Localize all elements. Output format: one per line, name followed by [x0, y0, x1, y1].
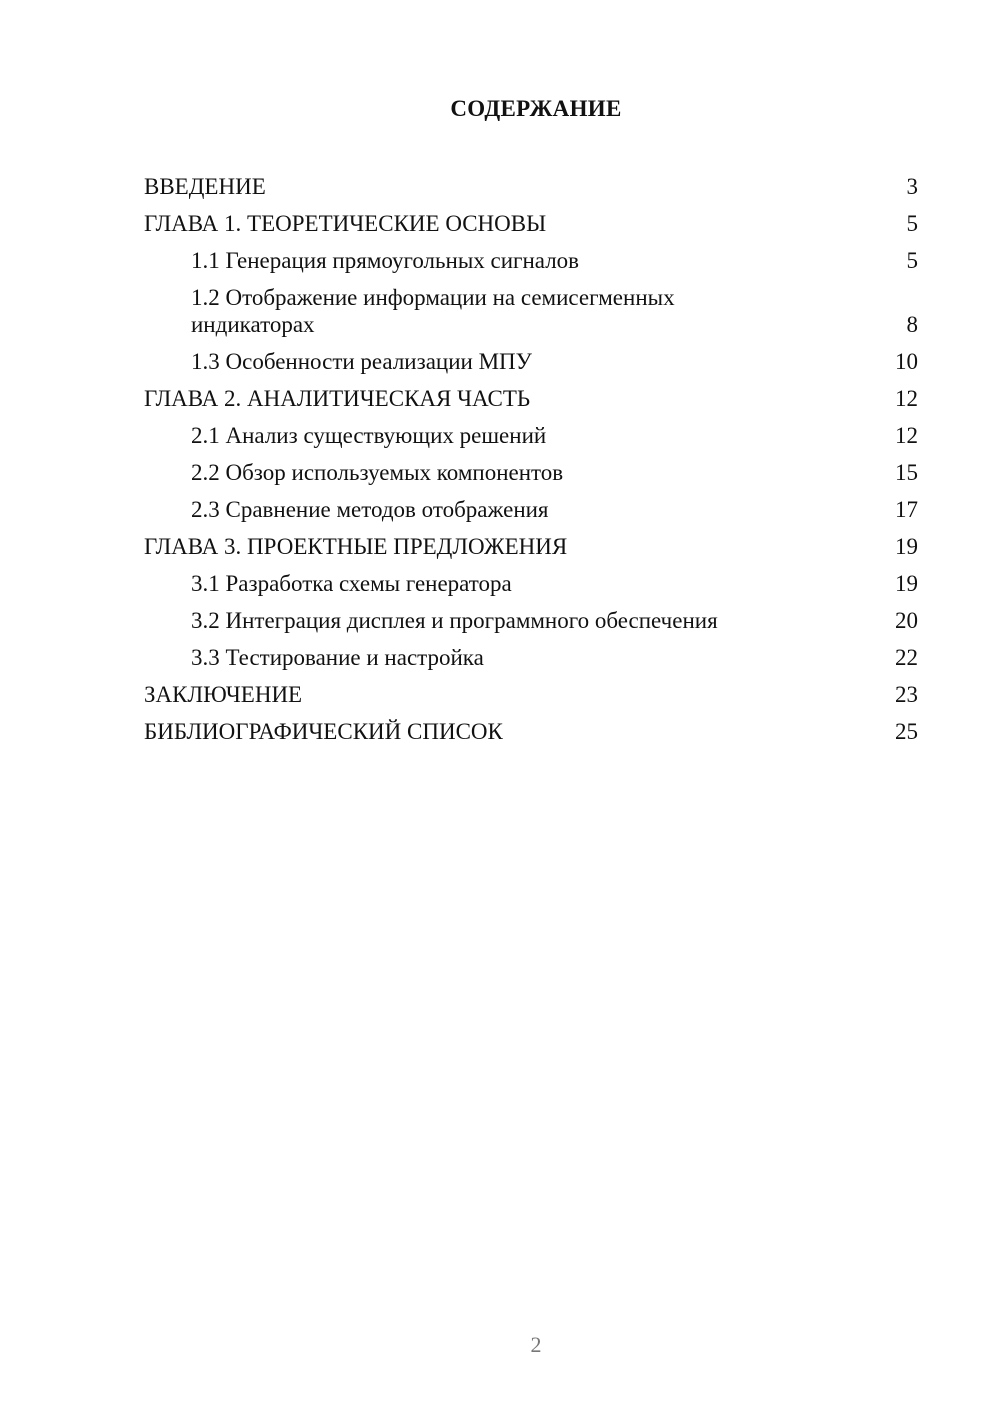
toc-item-text: 2.1 Анализ существующих решений	[191, 423, 547, 448]
toc-item[interactable]	[144, 343, 920, 380]
toc-item-text: ЗАКЛЮЧЕНИЕ	[144, 682, 303, 707]
toc-item-text: 2.3 Сравнение методов отображения	[191, 497, 549, 522]
toc-item-page: 22	[895, 645, 918, 670]
toc-item[interactable]	[144, 454, 920, 491]
toc-item-page: 23	[895, 682, 918, 707]
toc-item-text: 2.2 Обзор используемых компонентов	[191, 460, 564, 485]
toc-item-text: ВВЕДЕНИЕ	[144, 174, 266, 199]
toc-item-page: 19	[895, 534, 918, 559]
toc-item-text: ГЛАВА 2. АНАЛИТИЧЕСКАЯ ЧАСТЬ	[144, 386, 531, 411]
toc-item[interactable]	[144, 417, 920, 454]
toc-item-text: 3.1 Разработка схемы генератора	[191, 571, 512, 596]
toc-item[interactable]	[144, 639, 920, 676]
toc-item-page: 17	[895, 497, 918, 522]
toc-item-page: 8	[906, 312, 918, 337]
toc-item-page: 15	[895, 460, 918, 485]
toc-item-text: 3.3 Тестирование и настройка	[191, 645, 484, 670]
page-number: 2	[530, 1332, 542, 1357]
table-of-contents	[144, 168, 920, 750]
toc-item-text: 1.2 Отображение информации на семисегменных индикаторах	[191, 285, 675, 337]
toc-item[interactable]	[144, 205, 920, 242]
toc-item-text: 1.1 Генерация прямоугольных сигналов	[191, 248, 580, 273]
toc-item-text: БИБЛИОГРАФИЧЕСКИЙ СПИСОК	[144, 719, 503, 744]
toc-item-text: ГЛАВА 3. ПРОЕКТНЫЕ ПРЕДЛОЖЕНИЯ	[144, 534, 568, 559]
toc-item-text: 1.3 Особенности реализации МПУ	[191, 349, 532, 374]
toc-item-page: 19	[895, 571, 918, 596]
toc-item-page: 12	[895, 386, 918, 411]
toc-item-page: 10	[895, 349, 918, 374]
toc-item-text: ГЛАВА 1. ТЕОРЕТИЧЕСКИЕ ОСНОВЫ	[144, 211, 547, 236]
toc-item-page: 25	[895, 719, 918, 744]
toc-item[interactable]	[144, 565, 920, 602]
toc-item-page: 5	[906, 211, 918, 236]
page-title: СОДЕРЖАНИЕ	[450, 96, 622, 121]
toc-item-page: 20	[895, 608, 918, 633]
toc-item[interactable]	[144, 528, 920, 565]
toc-item[interactable]	[144, 242, 920, 279]
toc-item[interactable]	[144, 602, 920, 639]
toc-item-page: 12	[895, 423, 918, 448]
toc-item-text: 3.2 Интеграция дисплея и программного обеспечения	[191, 608, 718, 633]
toc-item-page: 5	[906, 248, 918, 273]
toc-item-page: 3	[906, 174, 918, 199]
toc-item[interactable]	[144, 713, 920, 750]
toc-item[interactable]	[144, 279, 920, 343]
toc-item[interactable]	[144, 491, 920, 528]
toc-item[interactable]	[144, 380, 920, 417]
toc-item[interactable]	[144, 168, 920, 205]
toc-item[interactable]	[144, 676, 920, 713]
